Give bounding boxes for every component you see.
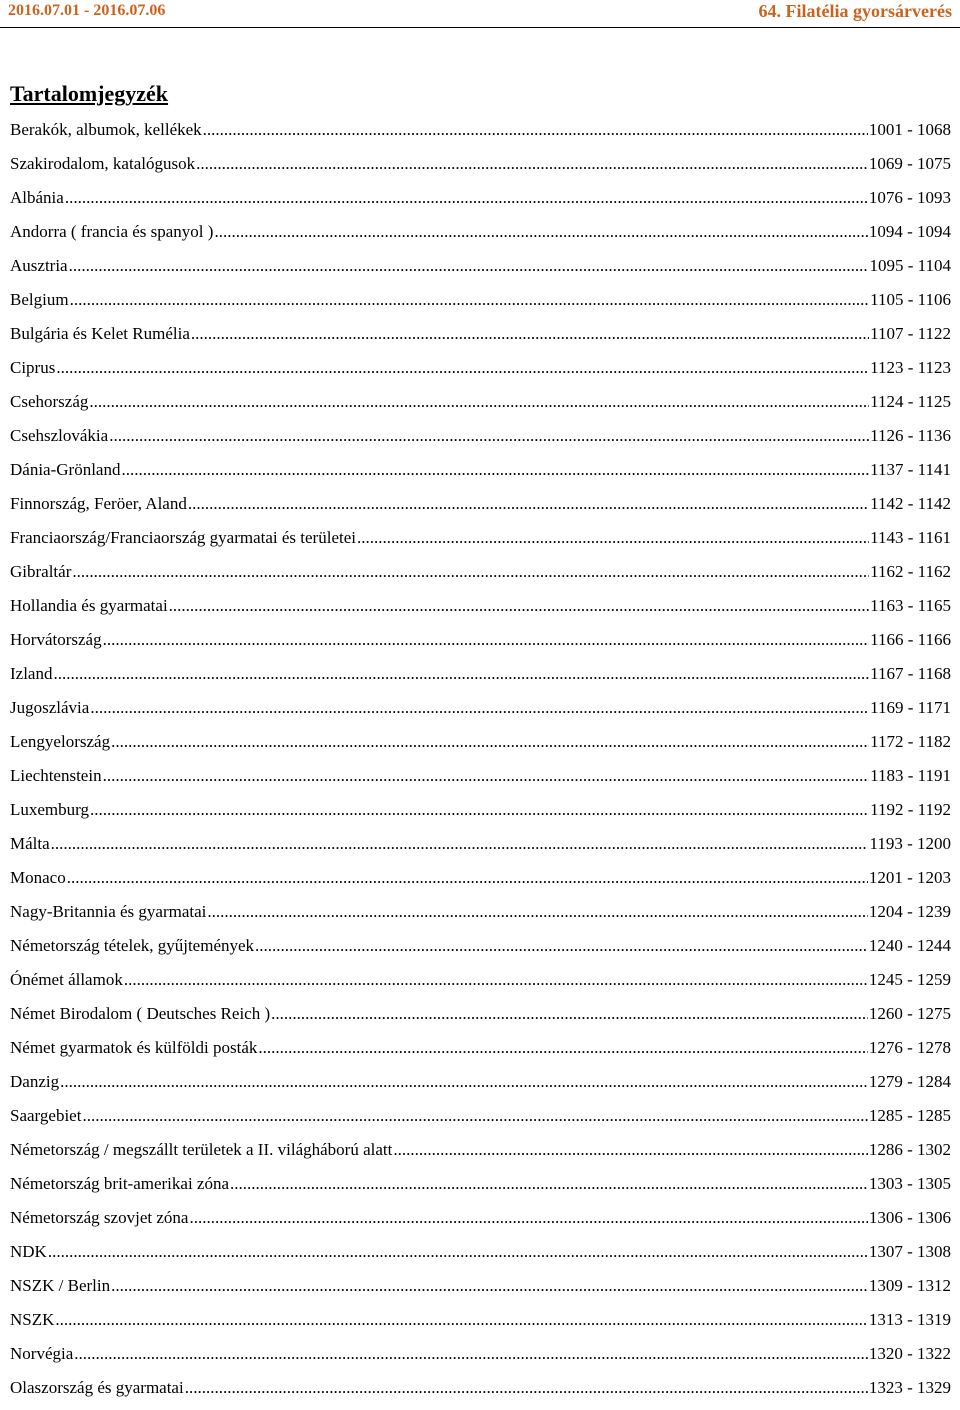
toc-entry-range: 1076 - 1093 — [868, 188, 951, 207]
toc-entry-label: Danzig — [10, 1072, 60, 1091]
toc-entry — [10, 798, 951, 832]
toc-entry-range: 1276 - 1278 — [868, 1038, 951, 1057]
toc-dot-leader — [196, 152, 868, 176]
toc-dot-leader — [103, 628, 870, 652]
toc-entry — [10, 526, 951, 560]
toc-entry-label: Német gyarmatok és külföldi posták — [10, 1038, 258, 1057]
toc-entry-label: Németország tételek, gyűjtemények — [10, 936, 255, 955]
toc-dot-leader — [357, 526, 869, 550]
toc-entry — [10, 322, 951, 356]
toc-entry-label: Lengyelország — [10, 732, 111, 751]
toc-dot-leader — [189, 1206, 867, 1230]
toc-entry — [10, 118, 951, 152]
toc-dot-leader — [70, 288, 870, 312]
toc-dot-leader — [65, 186, 868, 210]
toc-entry-range: 1163 - 1165 — [870, 596, 951, 615]
toc-entry-range: 1183 - 1191 — [870, 766, 951, 785]
toc-entry-range: 1105 - 1106 — [870, 290, 951, 309]
toc-entry — [10, 900, 951, 934]
toc-entry — [10, 186, 951, 220]
toc-entry-range: 1142 - 1142 — [870, 494, 951, 513]
toc-entry-label: Albánia — [10, 188, 64, 207]
toc-entry — [10, 968, 951, 1002]
toc-entry-range: 1285 - 1285 — [868, 1106, 951, 1125]
toc-entry — [10, 1240, 951, 1274]
toc-dot-leader — [393, 1138, 867, 1162]
toc-entry-label: Ónémet államok — [10, 970, 123, 989]
toc-dot-leader — [207, 900, 867, 924]
toc-entry-label: Ciprus — [10, 358, 56, 377]
toc-entry — [10, 152, 951, 186]
toc-entry — [10, 866, 951, 900]
toc-entry — [10, 1104, 951, 1138]
toc-entry-label: Monaco — [10, 868, 66, 887]
toc-dot-leader — [90, 696, 869, 720]
toc-dot-leader — [188, 492, 869, 516]
toc-entry-range: 1169 - 1171 — [870, 698, 951, 717]
toc-dot-leader — [111, 1274, 868, 1298]
toc-entry-label: NSZK — [10, 1310, 55, 1329]
toc-entry-range: 1313 - 1319 — [868, 1310, 951, 1329]
toc-dot-leader — [121, 458, 869, 482]
auction-title: 64. Filatélia gyorsárverés — [758, 1, 952, 21]
toc-entry-range: 1095 - 1104 — [869, 256, 951, 275]
toc-entry-range: 1279 - 1284 — [868, 1072, 951, 1091]
toc-title: Tartalomjegyzék — [10, 81, 169, 106]
toc-entry-range: 1286 - 1302 — [868, 1140, 951, 1159]
toc-entry-label: Hollandia és gyarmatai — [10, 596, 168, 615]
toc-entry — [10, 1342, 951, 1376]
toc-entry-range: 1320 - 1322 — [868, 1344, 951, 1363]
auction-date-range: 2016.07.01 - 2016.07.06 — [8, 2, 166, 19]
toc-entry — [10, 934, 951, 968]
toc-entry-label: NDK — [10, 1242, 47, 1261]
toc-entry — [10, 696, 951, 730]
toc-entry — [10, 560, 951, 594]
toc-entry-label: Horvátország — [10, 630, 102, 649]
toc-entry-label: Szakirodalom, katalógusok — [10, 154, 196, 173]
toc-dot-leader — [90, 798, 869, 822]
toc-entry-label: Olaszország és gyarmatai — [10, 1378, 184, 1397]
toc-entry — [10, 1138, 951, 1172]
toc-entry-range: 1107 - 1122 — [870, 324, 951, 343]
toc-entry-range: 1303 - 1305 — [868, 1174, 951, 1193]
toc-dot-leader — [191, 322, 869, 346]
toc-entry-range: 1162 - 1162 — [870, 562, 951, 581]
toc-entry-label: Finnország, Feröer, Aland — [10, 494, 187, 513]
toc-entry — [10, 1070, 951, 1104]
toc-dot-leader — [72, 560, 869, 584]
toc-entry-range: 1001 - 1068 — [868, 120, 951, 139]
toc-dot-leader — [109, 424, 869, 448]
toc-dot-leader — [56, 356, 869, 380]
toc-entry-label: Franciaország/Franciaország gyarmatai és területei — [10, 528, 356, 547]
toc-dot-leader — [185, 1376, 868, 1400]
toc-entry-label: Németország / megszállt területek a II. világháború alatt — [10, 1140, 393, 1159]
toc-entry-range: 1094 - 1094 — [868, 222, 951, 241]
toc-dot-leader — [230, 1172, 868, 1196]
toc-entry-range: 1323 - 1329 — [868, 1378, 951, 1397]
toc-entry — [10, 730, 951, 764]
toc-dot-leader — [55, 1308, 867, 1332]
toc-entry-label: Berakók, albumok, kellékek — [10, 120, 202, 139]
toc-dot-leader — [53, 662, 869, 686]
toc-entry-range: 1172 - 1182 — [870, 732, 951, 751]
toc-entry-range: 1193 - 1200 — [869, 834, 951, 853]
toc-dot-leader — [111, 730, 869, 754]
toc-entry — [10, 1376, 951, 1410]
toc-entry-label: Liechtenstein — [10, 766, 102, 785]
toc-dot-leader — [51, 832, 869, 856]
toc-dot-leader — [82, 1104, 867, 1128]
toc-entry — [10, 1206, 951, 1240]
toc-entry-range: 1143 - 1161 — [870, 528, 951, 547]
toc-entry-range: 1260 - 1275 — [868, 1004, 951, 1023]
toc-entry-label: Izland — [10, 664, 53, 683]
toc-entry-label: NSZK / Berlin — [10, 1276, 111, 1295]
toc-entry — [10, 628, 951, 662]
toc-dot-leader — [60, 1070, 868, 1094]
toc-entry-range: 1167 - 1168 — [870, 664, 951, 683]
toc-entry-label: Csehszlovákia — [10, 426, 109, 445]
toc-entry-range: 1123 - 1123 — [870, 358, 951, 377]
toc-entry-label: Belgium — [10, 290, 69, 309]
toc-entry-range: 1192 - 1192 — [870, 800, 951, 819]
toc-entry-range: 1309 - 1312 — [868, 1276, 951, 1295]
toc-entry-range: 1307 - 1308 — [868, 1242, 951, 1261]
toc-entry-range: 1137 - 1141 — [870, 460, 951, 479]
toc-entry-range: 1069 - 1075 — [868, 154, 951, 173]
toc-entry — [10, 594, 951, 628]
toc-entry-range: 1240 - 1244 — [868, 936, 951, 955]
toc-entry — [10, 1308, 951, 1342]
toc-entry-label: Németország szovjet zóna — [10, 1208, 189, 1227]
toc-entry-label: Nagy-Britannia és gyarmatai — [10, 902, 207, 921]
toc-dot-leader — [271, 1002, 868, 1026]
toc-entry-label: Bulgária és Kelet Rumélia — [10, 324, 190, 343]
toc-entry-range: 1126 - 1136 — [870, 426, 951, 445]
toc-entry-label: Dánia-Grönland — [10, 460, 121, 479]
toc-entry — [10, 1036, 951, 1070]
toc-entry-label: Csehország — [10, 392, 89, 411]
toc-dot-leader — [103, 764, 870, 788]
toc-entry-label: Ausztria — [10, 256, 68, 275]
toc-entry — [10, 1274, 951, 1308]
toc-dot-leader — [74, 1342, 868, 1366]
toc-dot-leader — [203, 118, 868, 142]
toc-entry — [10, 662, 951, 696]
toc-entry-label: Német Birodalom ( Deutsches Reich ) — [10, 1004, 271, 1023]
toc-entry-range: 1166 - 1166 — [870, 630, 951, 649]
toc-entry-label: Jugoszlávia — [10, 698, 90, 717]
toc-entry — [10, 390, 951, 424]
toc-dot-leader — [255, 934, 868, 958]
toc-entry — [10, 220, 951, 254]
toc-entry-label: Málta — [10, 834, 50, 853]
toc-entry-range: 1306 - 1306 — [868, 1208, 951, 1227]
toc-entry — [10, 424, 951, 458]
toc-entry — [10, 492, 951, 526]
page-header — [0, 0, 960, 28]
toc-dot-leader — [169, 594, 869, 618]
toc-entry-label: Luxemburg — [10, 800, 90, 819]
toc-dot-leader — [258, 1036, 867, 1060]
toc-entry-range: 1204 - 1239 — [868, 902, 951, 921]
toc-entry — [10, 254, 951, 288]
toc-dot-leader — [124, 968, 868, 992]
toc-list — [10, 118, 951, 1410]
toc-entry-label: Gibraltár — [10, 562, 72, 581]
toc-entry — [10, 356, 951, 390]
toc-entry — [10, 832, 951, 866]
toc-dot-leader — [48, 1240, 868, 1264]
toc-dot-leader — [89, 390, 869, 414]
toc-entry — [10, 288, 951, 322]
toc-entry-range: 1245 - 1259 — [868, 970, 951, 989]
toc-entry-range: 1124 - 1125 — [870, 392, 951, 411]
toc-entry — [10, 1172, 951, 1206]
toc-entry — [10, 1002, 951, 1036]
toc-entry-label: Andorra ( francia és spanyol ) — [10, 222, 214, 241]
toc-dot-leader — [69, 254, 869, 278]
toc-entry-range: 1201 - 1203 — [868, 868, 951, 887]
toc-entry — [10, 458, 951, 492]
toc-entry-label: Saargebiet — [10, 1106, 82, 1125]
toc-entry — [10, 764, 951, 798]
toc-dot-leader — [67, 866, 868, 890]
toc-entry-label: Norvégia — [10, 1344, 74, 1363]
toc-dot-leader — [214, 220, 867, 244]
toc-entry-label: Németország brit-amerikai zóna — [10, 1174, 230, 1193]
